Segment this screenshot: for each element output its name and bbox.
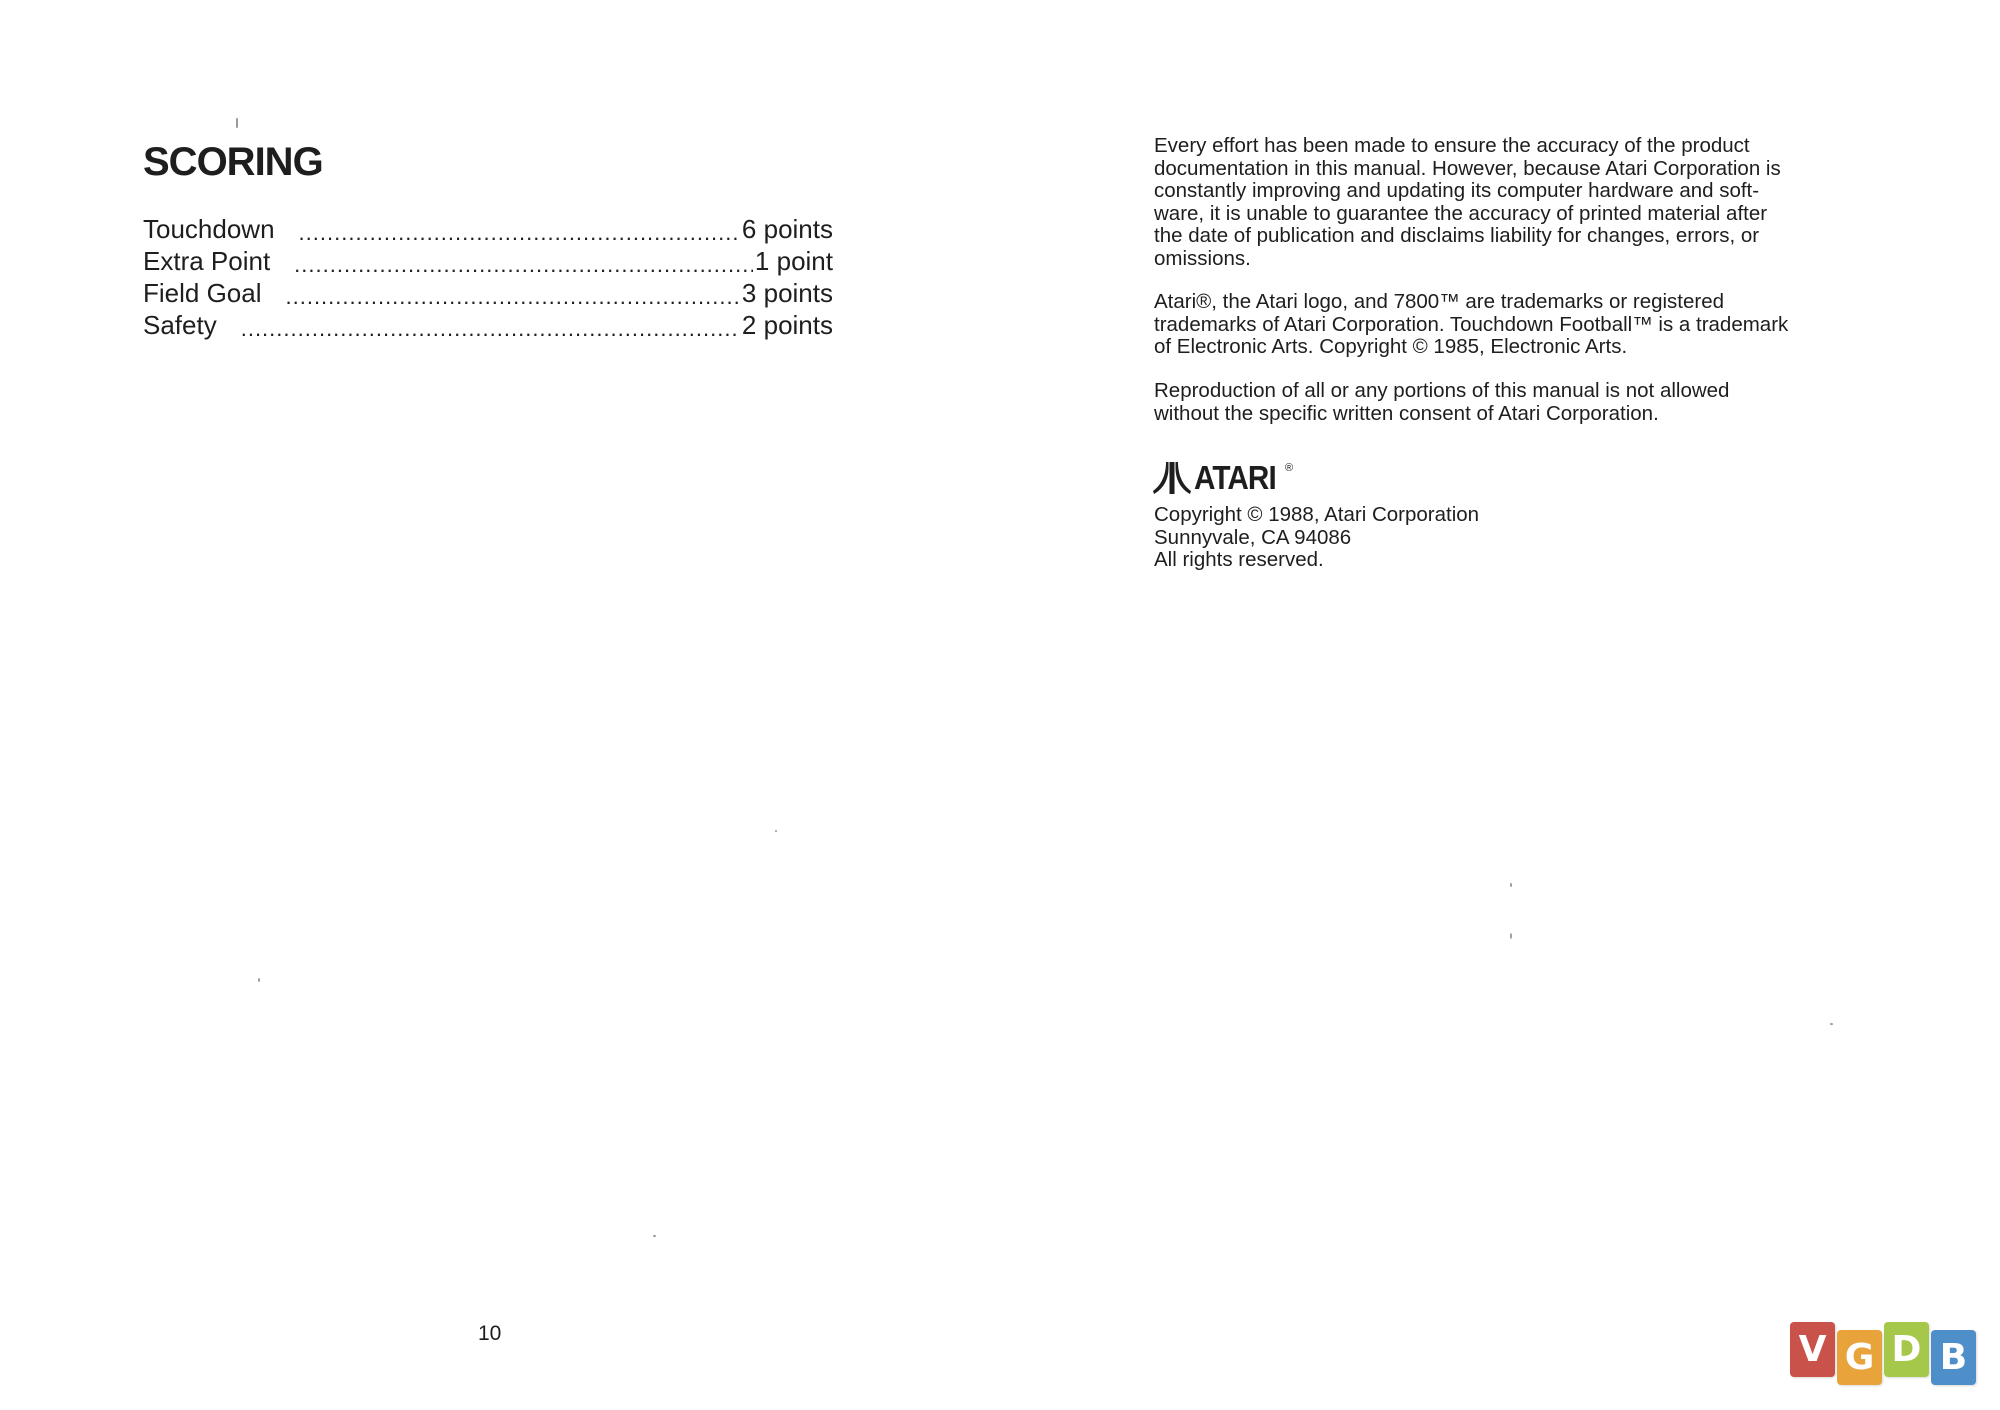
- scan-speck: [1510, 933, 1512, 939]
- scoring-list: [143, 214, 833, 342]
- scan-speck: [653, 1235, 656, 1237]
- scoring-row-field-goal: [143, 278, 833, 310]
- atari-logo: [1153, 459, 1294, 496]
- scoring-label: Safety: [143, 310, 217, 340]
- trademark-paragraph: [1154, 291, 1874, 359]
- text-line: of Electronic Arts. Copyright © 1985, Electronic Arts.: [1154, 335, 1628, 358]
- disclaimer-paragraph: [1154, 135, 1874, 270]
- dot-leader: [299, 220, 740, 246]
- text-line: Every effort has been made to ensure the accuracy of the product: [1154, 134, 1750, 157]
- atari-wordmark: ATARI: [1194, 459, 1276, 496]
- scoring-label: Field Goal: [143, 278, 262, 308]
- scoring-row-touchdown: [143, 214, 833, 246]
- scan-speck: [258, 978, 260, 982]
- dot-leader: [294, 252, 753, 278]
- copyright-block: [1154, 504, 1479, 572]
- text-line: Reproduction of all or any portions of this manual is not allowed: [1154, 379, 1730, 402]
- text-line: constantly improving and updating its computer hardware and soft-: [1154, 179, 1760, 202]
- address-line: Sunnyvale, CA 94086: [1154, 525, 1352, 549]
- scan-speck: [236, 118, 238, 128]
- text-line: ware, it is unable to guarantee the accuracy of printed material after: [1154, 201, 1768, 225]
- scoring-label: Touchdown: [143, 214, 275, 244]
- scoring-row-safety: [143, 310, 833, 342]
- scoring-value: 1 point: [754, 246, 833, 276]
- watermark-tile-b: B: [1931, 1330, 1976, 1385]
- scoring-value: 2 points: [741, 310, 833, 340]
- rights-line: All rights reserved.: [1154, 548, 1324, 571]
- dot-leader: [286, 284, 740, 310]
- scoring-title: SCORING: [143, 140, 323, 184]
- scan-speck: [1830, 1023, 1833, 1025]
- dot-leader: [241, 316, 740, 342]
- registered-mark: ®: [1285, 462, 1294, 474]
- vgdb-watermark: [1790, 1322, 1990, 1386]
- copyright-line: Copyright © 1988, Atari Corporation: [1154, 503, 1480, 526]
- watermark-tile-g: G: [1837, 1330, 1882, 1385]
- text-line: the date of publication and disclaims liability for changes, errors, or: [1154, 224, 1760, 247]
- page-number: 10: [478, 1322, 502, 1345]
- watermark-tile-v: V: [1790, 1322, 1835, 1377]
- scoring-value: 3 points: [741, 278, 833, 308]
- scoring-value: 6 points: [741, 214, 833, 244]
- text-line: without the specific written consent of Atari Corporation.: [1154, 401, 1659, 425]
- scoring-label: Extra Point: [143, 246, 271, 276]
- text-line: trademarks of Atari Corporation. Touchdown Football™ is a trademark: [1154, 312, 1789, 336]
- scoring-row-extra-point: [143, 246, 833, 278]
- atari-fuji-icon: [1153, 460, 1191, 494]
- scan-speck: [775, 830, 777, 832]
- scan-speck: [1510, 883, 1512, 887]
- text-line: documentation in this manual. However, because Atari Corporation is: [1154, 156, 1781, 180]
- watermark-tile-d: D: [1884, 1322, 1929, 1377]
- text-line: omissions.: [1154, 246, 1251, 270]
- right-page: [1000, 0, 2000, 1410]
- reproduction-paragraph: [1154, 380, 1874, 425]
- text-line: Atari®, the Atari logo, and 7800™ are trademarks or registered: [1154, 290, 1725, 313]
